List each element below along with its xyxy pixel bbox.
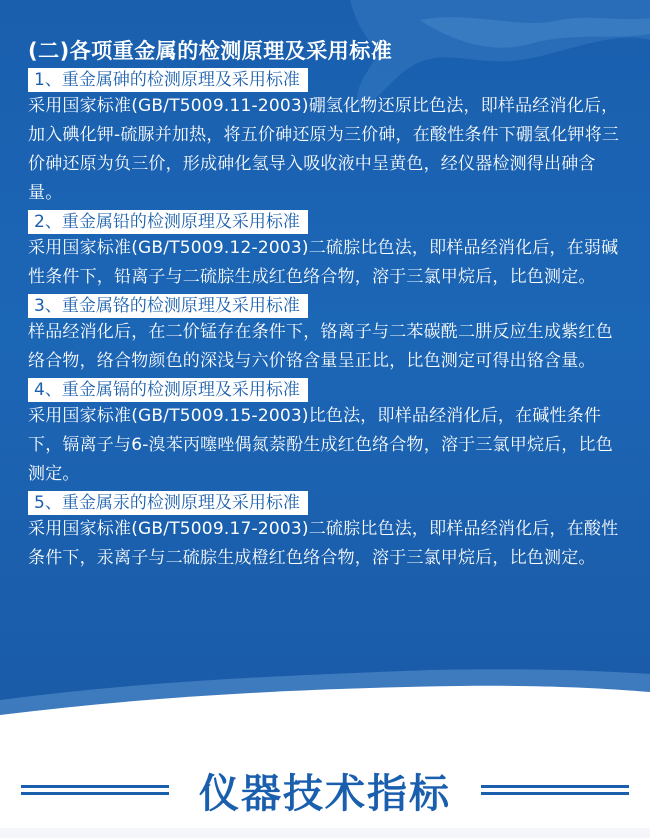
item-heading: 3、重金属铬的检测原理及采用标准: [28, 294, 308, 318]
item-mercury: [28, 489, 628, 573]
document-content: [28, 36, 628, 573]
item-heading: 2、重金属铅的检测原理及采用标准: [28, 210, 308, 234]
item-arsenic: [28, 66, 628, 208]
item-heading: 5、重金属汞的检测原理及采用标准: [28, 491, 308, 515]
item-body: 样品经消化后，在二价锰存在条件下，铬离子与二苯碳酰二肼反应生成紫红色络合物，络合物颜色的深浅与六价铬含量呈正比，比色测定可得出铬含量。: [28, 322, 613, 371]
footer-line-left: [21, 785, 169, 795]
footer-heading: [0, 760, 650, 820]
item-body: 采用国家标准(GB/T5009.17-2003)二硫腙比色法，即样品经消化后，在酸性条件下，汞离子与二硫腙生成橙红色络合物，溶于三氯甲烷后，比色测定。: [28, 519, 619, 568]
item-chromium: [28, 292, 628, 376]
bottom-wave: [0, 660, 650, 745]
item-heading: 4、重金属镉的检测原理及采用标准: [28, 378, 308, 402]
item-cadmium: [28, 376, 628, 489]
item-lead: [28, 208, 628, 292]
item-body: 采用国家标准(GB/T5009.15-2003)比色法，即样品经消化后，在碱性条件下，镉离子与6-溴苯丙噻唑偶氮萘酚生成红色络合物，溶于三氯甲烷后，比色测定。: [28, 406, 613, 484]
bottom-strip: [0, 828, 650, 838]
item-body: 采用国家标准(GB/T5009.11-2003)硼氢化物还原比色法，即样品经消化后，加入碘化钾-硫脲并加热，将五价砷还原为三价砷，在酸性条件下硼氢化钾将三价砷还原为负三价，形成砷化氢导入吸收液中呈黄色，经仪器检测得出砷含量。: [28, 96, 620, 203]
section-title: (二)各项重金属的检测原理及采用标准: [28, 39, 393, 63]
footer-title: 仪器技术指标: [199, 770, 451, 817]
footer-line-right: [481, 785, 629, 795]
item-body: 采用国家标准(GB/T5009.12-2003)二硫腙比色法，即样品经消化后，在弱碱性条件下，铅离子与二硫腙生成红色络合物，溶于三氯甲烷后，比色测定。: [28, 238, 619, 287]
item-heading: 1、重金属砷的检测原理及采用标准: [28, 68, 308, 92]
